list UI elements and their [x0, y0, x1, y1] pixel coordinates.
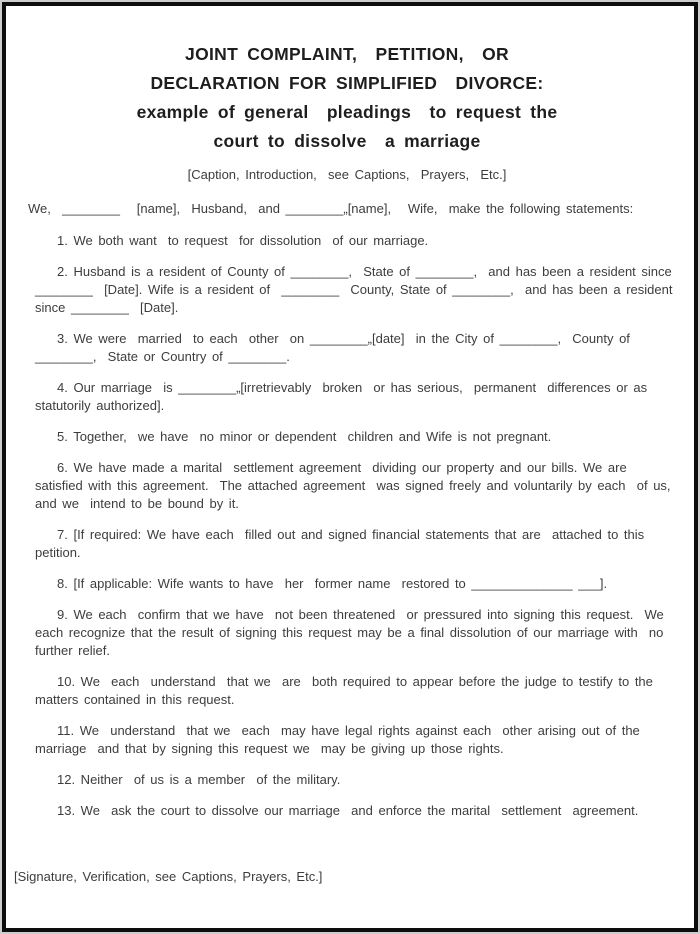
form-item-4: 4. Our marriage is ________„[irretrievably broken or has serious, permanent differences or as statutorily authorized]. — [35, 380, 653, 413]
document-title — [14, 40, 680, 156]
document-border-frame — [2, 2, 698, 932]
form-item-8: 8. [If applicable: Wife wants to have her former name restored to ______________ ___]. — [57, 576, 608, 591]
title-line-3: example of general pleadings to request the — [136, 102, 558, 122]
form-item-13: 13. We ask the court to dissolve our marriage and enforce the marital settlement agreement. — [57, 803, 639, 818]
form-item-2: 2. Husband is a resident of County of ________, State of ________, and has been a resident since ________ [Date]. Wife is a resident of ________ County, State of ________, and has been a resident since ________ [Date]. — [35, 264, 679, 315]
caption-placeholder: [Caption, Introduction, see Captions, Prayers, Etc.] — [187, 167, 507, 182]
form-item-3: 3. We were married to each other on ________„[date] in the City of ________, County of ________, State or Country of ________. — [35, 331, 636, 364]
title-line-4: court to dissolve a marriage — [213, 131, 481, 151]
title-line-1: JOINT COMPLAINT, PETITION, OR — [185, 44, 509, 64]
form-item-6: 6. We have made a marital settlement agreement dividing our property and our bills. We are satisfied with this agreement. The attached agreement was signed freely and voluntarily by each of us, and we intend to be bound by it. — [35, 460, 677, 511]
form-item-1: 1. We both want to request for dissolution of our marriage. — [57, 233, 429, 248]
form-item-12: 12. Neither of us is a member of the military. — [57, 772, 341, 787]
form-item-9: 9. We each confirm that we have not been threatened or pressured into signing this request. We each recognize that the result of signing this request may be a final dissolution of our marriage with no further relief. — [35, 607, 670, 658]
form-item-10: 10. We each understand that we are both required to appear before the judge to testify to the matters contained in this request. — [35, 674, 659, 707]
form-item-7: 7. [If required: We have each filled out and signed financial statements that are attached to this petition. — [35, 527, 650, 560]
form-item-5: 5. Together, we have no minor or dependent children and Wife is not pregnant. — [57, 429, 552, 444]
signature-placeholder: [Signature, Verification, see Captions, Prayers, Etc.] — [14, 869, 323, 884]
form-item-11: 11. We understand that we each may have legal rights against each other arising out of the marriage and that by signing this request we may be giving up those rights. — [35, 723, 646, 756]
intro-statement: We, ________ [name], Husband, and ________„[name], Wife, make the following statements: — [28, 201, 634, 216]
title-line-2: DECLARATION FOR SIMPLIFIED DIVORCE: — [150, 73, 544, 93]
